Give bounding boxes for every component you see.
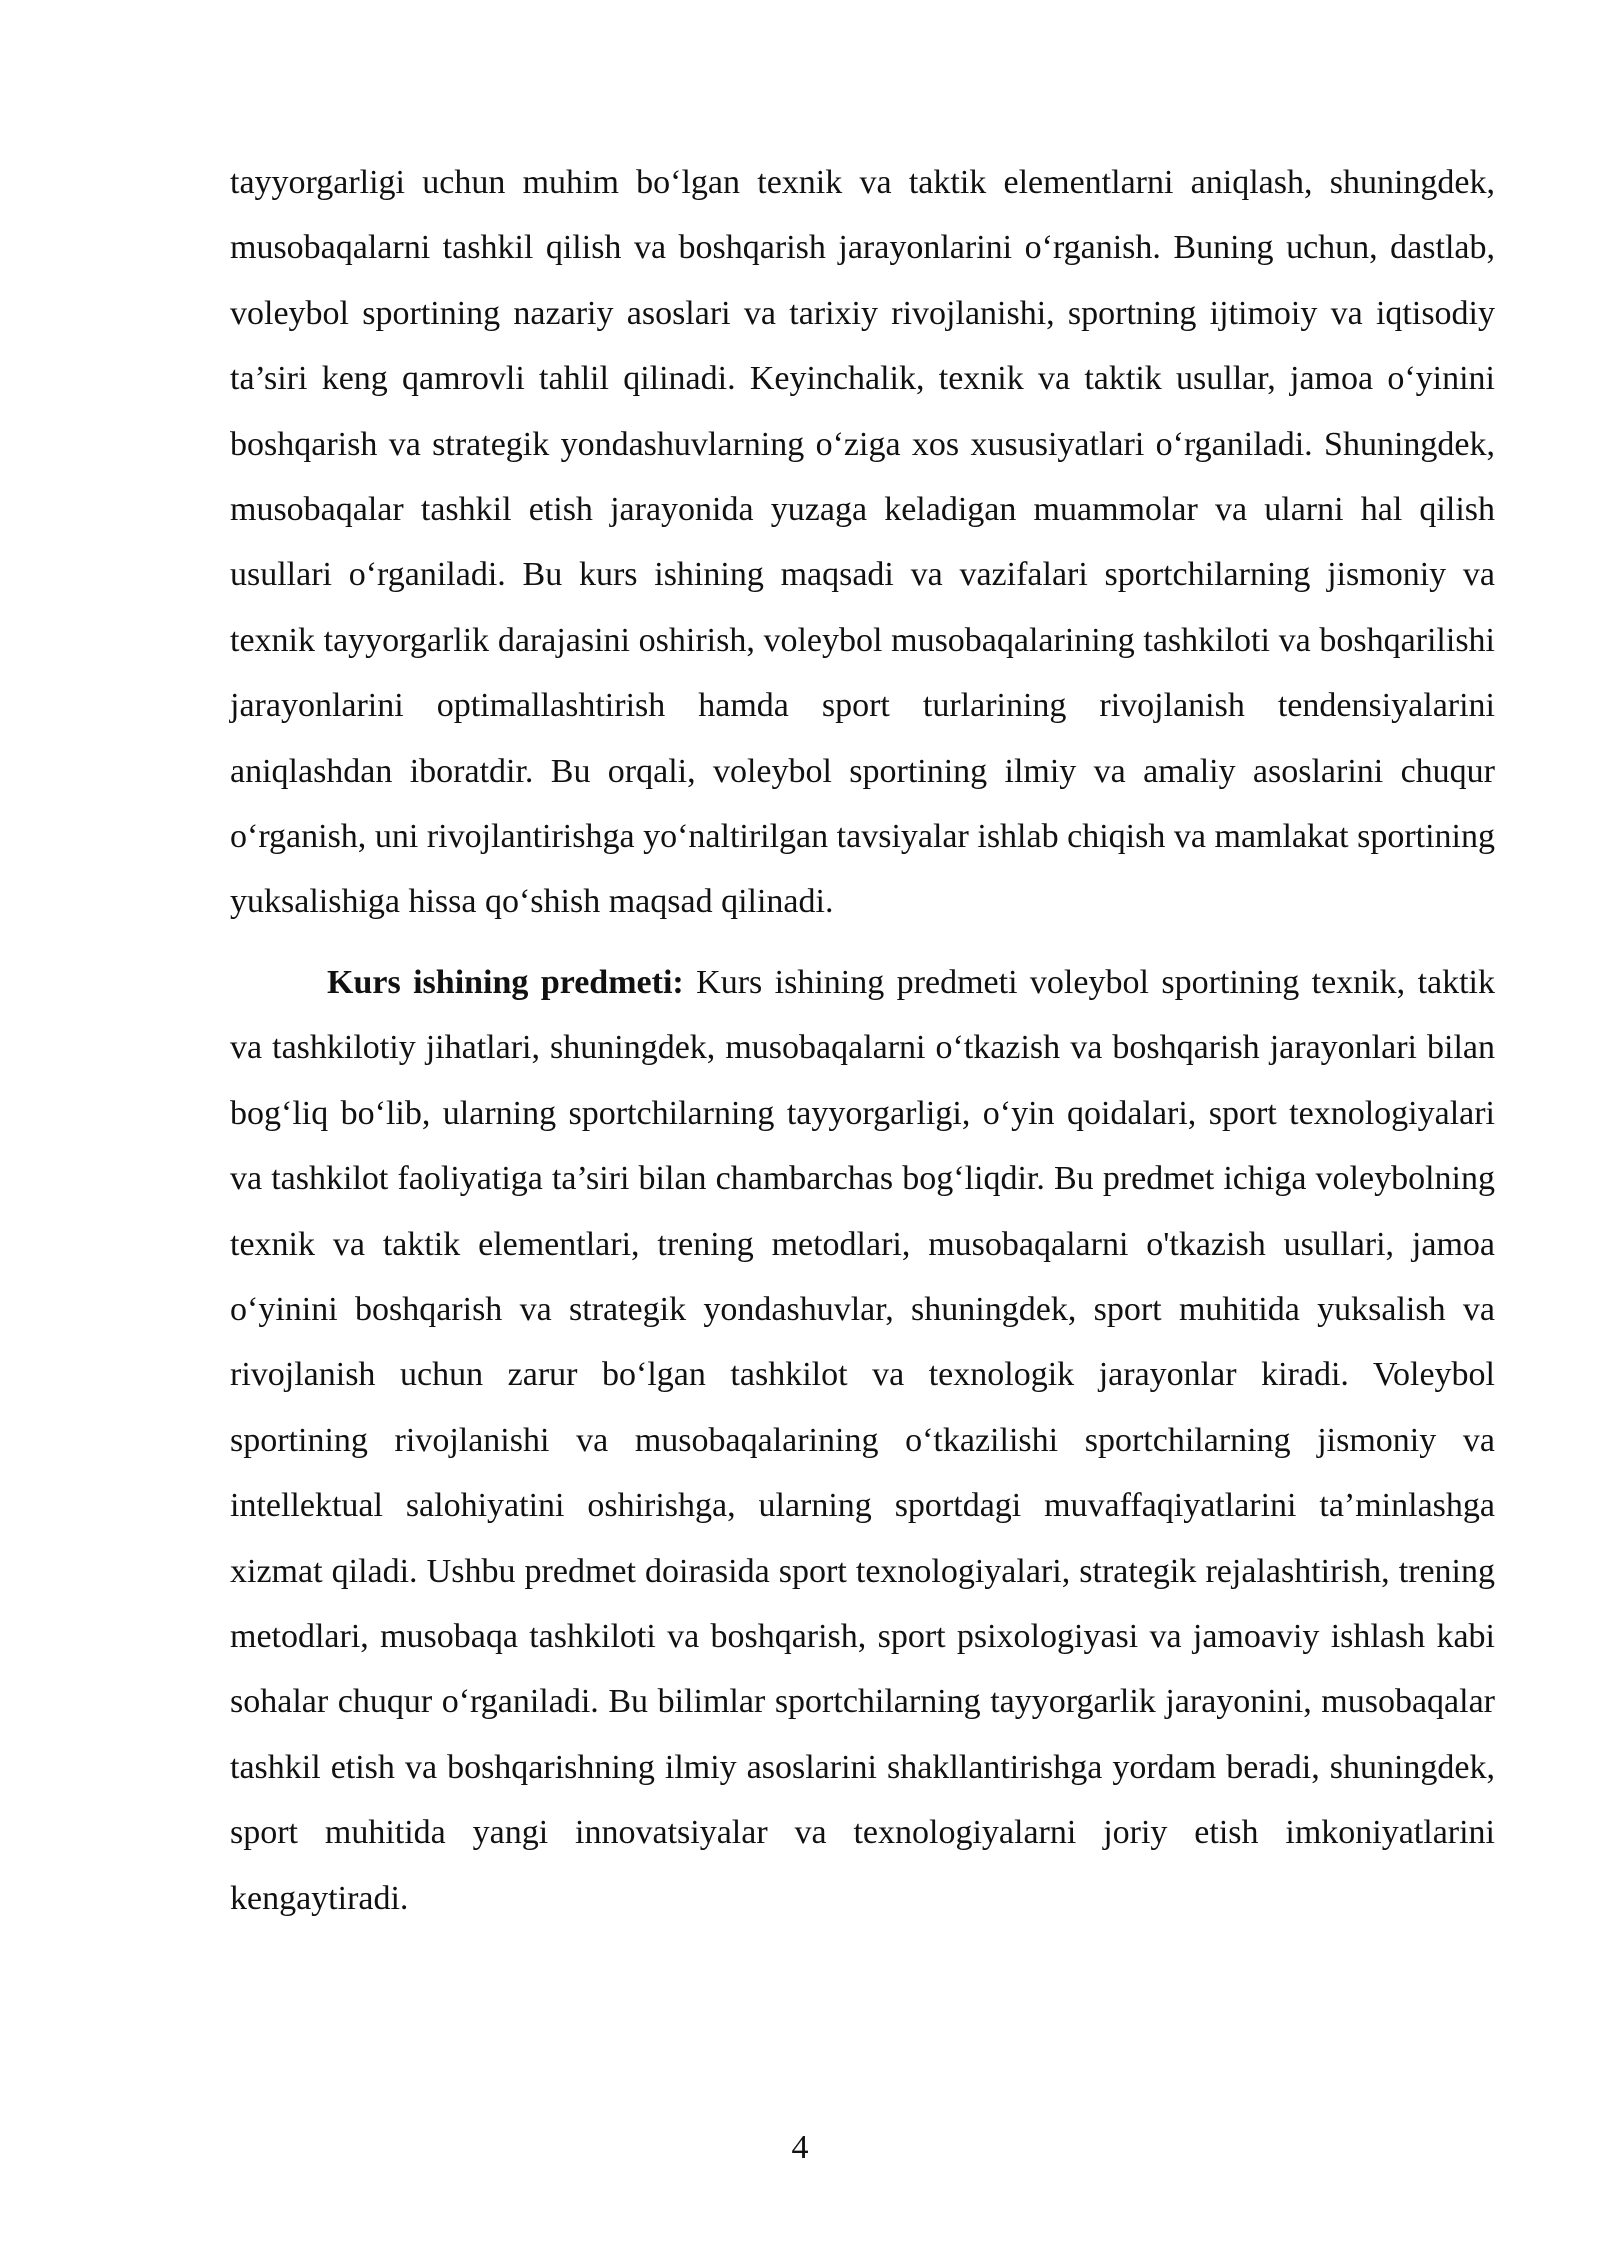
body-text bbox=[230, 150, 1495, 1931]
paragraph-2 bbox=[230, 950, 1495, 1931]
page-number: 4 bbox=[791, 2129, 809, 2166]
paragraph-1: tayyorgarligi uchun muhim bo‘lgan texnik va taktik elementlarni aniqlash, shuningdek, musobaqalarni tashkil qilish va boshqarish jarayonlarini o‘rganish. Buning uchun, dastlab, voleybol sportining nazariy asoslari va tarixiy rivojlanishi, sportning ijtimoiy va iqtisodiy ta’siri keng qamrovli tahlil qilinadi. Keyinchalik, texnik va taktik usullar, jamoa o‘yinini boshqarish va strategik yondashuvlarning o‘ziga xos xususiyatlari o‘rganiladi. Shuningdek, musobaqalar tashkil etish jarayonida yuzaga keladigan muammolar va ularni hal qilish usullari o‘rganiladi. Bu kurs ishining maqsadi va vazifalari sportchilarning jismoniy va texnik tayyorgarlik darajasini oshirish, voleybol musobaqalarining tashkiloti va boshqarilishi jarayonlarini optimallashtirish hamda sport turlarining rivojlanish tendensiyalarini aniqlashdan iboratdir. Bu orqali, voleybol sportining ilmiy va amaliy asoslarini chuqur o‘rganish, uni rivojlantirishga yo‘naltirilgan tavsiyalar ishlab chiqish va mamlakat sportining yuksalishiga hissa qo‘shish maqsad qilinadi. bbox=[230, 164, 1495, 921]
paragraph-2-body: Kurs ishining predmeti voleybol sportining texnik, taktik va tashkilotiy jihatlari, shuningdek, musobaqalarni o‘tkazish va boshqarish jarayonlari bilan bog‘liq bo‘lib, ularning sportchilarning tayyorgarligi, o‘yin qoidalari, sport texnologiyalari va tashkilot faoliyatiga ta’siri bilan chambarchas bog‘liqdir. Bu predmet ichiga voleybolning texnik va taktik elementlari, trening metodlari, musobaqalarni o'tkazish usullari, jamoa o‘yinini boshqarish va strategik yondashuvlar, shuningdek, sport muhitida yuksalish va rivojlanish uchun zarur bo‘lgan tashkilot va texnologik jarayonlar kiradi. Voleybol sportining rivojlanishi va musobaqalarining o‘tkazilishi sportchilarning jismoniy va intellektual salohiyatini oshirishga, ularning sportdagi muvaffaqiyatlarini ta’minlashga xizmat qiladi. Ushbu predmet doirasida sport texnologiyalari, strategik rejalashtirish, trening metodlari, musobaqa tashkiloti va boshqarish, sport psixologiyasi va jamoaviy ishlash kabi sohalar chuqur o‘rganiladi. Bu bilimlar sportchilarning tayyorgarlik jarayonini, musobaqalar tashkil etish va boshqarishning ilmiy asoslarini shakllantirishga yordam beradi, shuningdek, sport muhitida yangi innovatsiyalar va texnologiyalarni joriy etish imkoniyatlarini kengaytiradi. bbox=[230, 963, 1495, 1917]
paragraph-2-lead: Kurs ishining predmeti: bbox=[327, 963, 684, 1001]
